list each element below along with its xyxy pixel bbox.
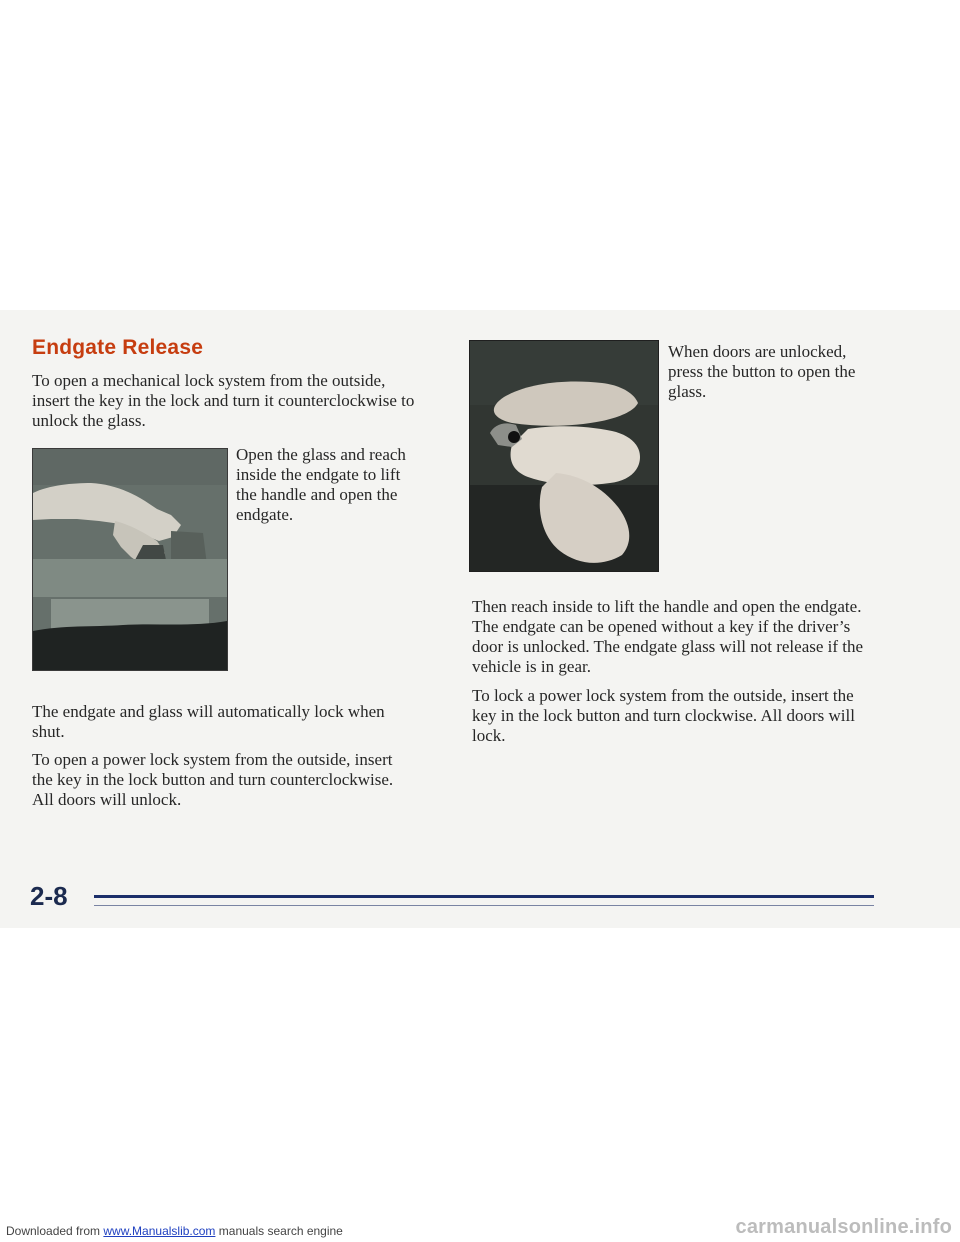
- endgate-handle-illustration: [33, 449, 227, 670]
- glass-release-illustration: [470, 341, 658, 571]
- glass-release-photo: [469, 340, 659, 572]
- left-photo-caption: Open the glass and reach inside the endgate to lift the handle and open the endgate.: [236, 445, 406, 524]
- page-footer-rule-thin: [94, 905, 874, 906]
- power-lock-open-paragraph: To open a power lock system from the outside, insert the key in the lock button and turn counterclockwise. All doors will unlock.: [32, 750, 394, 809]
- manualslib-link[interactable]: www.Manualslib.com: [103, 1224, 216, 1238]
- intro-paragraph: To open a mechanical lock system from the outside, insert the key in the lock and turn it counterclockwise to unlock the glass.: [32, 371, 415, 430]
- download-suffix: manuals search engine: [218, 1224, 343, 1238]
- download-footer: [6, 1224, 343, 1238]
- power-lock-close-paragraph: To lock a power lock system from the outside, insert the key in the lock button and turn clockwise. All doors will lock.: [472, 686, 855, 745]
- page-number: 2-8: [30, 881, 68, 911]
- endgate-handle-photo: [32, 448, 228, 671]
- right-photo-caption: When doors are unlocked, press the button to open the glass.: [668, 342, 856, 401]
- endgate-open-paragraph: Then reach inside to lift the handle and open the endgate. The endgate can be opened without a key if the driver’s door is unlocked. The endgate glass will not release if the vehicle is in gear.: [472, 597, 864, 676]
- download-prefix: Downloaded from: [6, 1224, 104, 1238]
- page-footer-rule: [94, 895, 874, 898]
- page-heading: Endgate Release: [32, 336, 204, 359]
- watermark-text: carmanualsonline.info: [735, 1216, 952, 1238]
- auto-lock-paragraph: The endgate and glass will automatically lock when shut.: [32, 702, 385, 741]
